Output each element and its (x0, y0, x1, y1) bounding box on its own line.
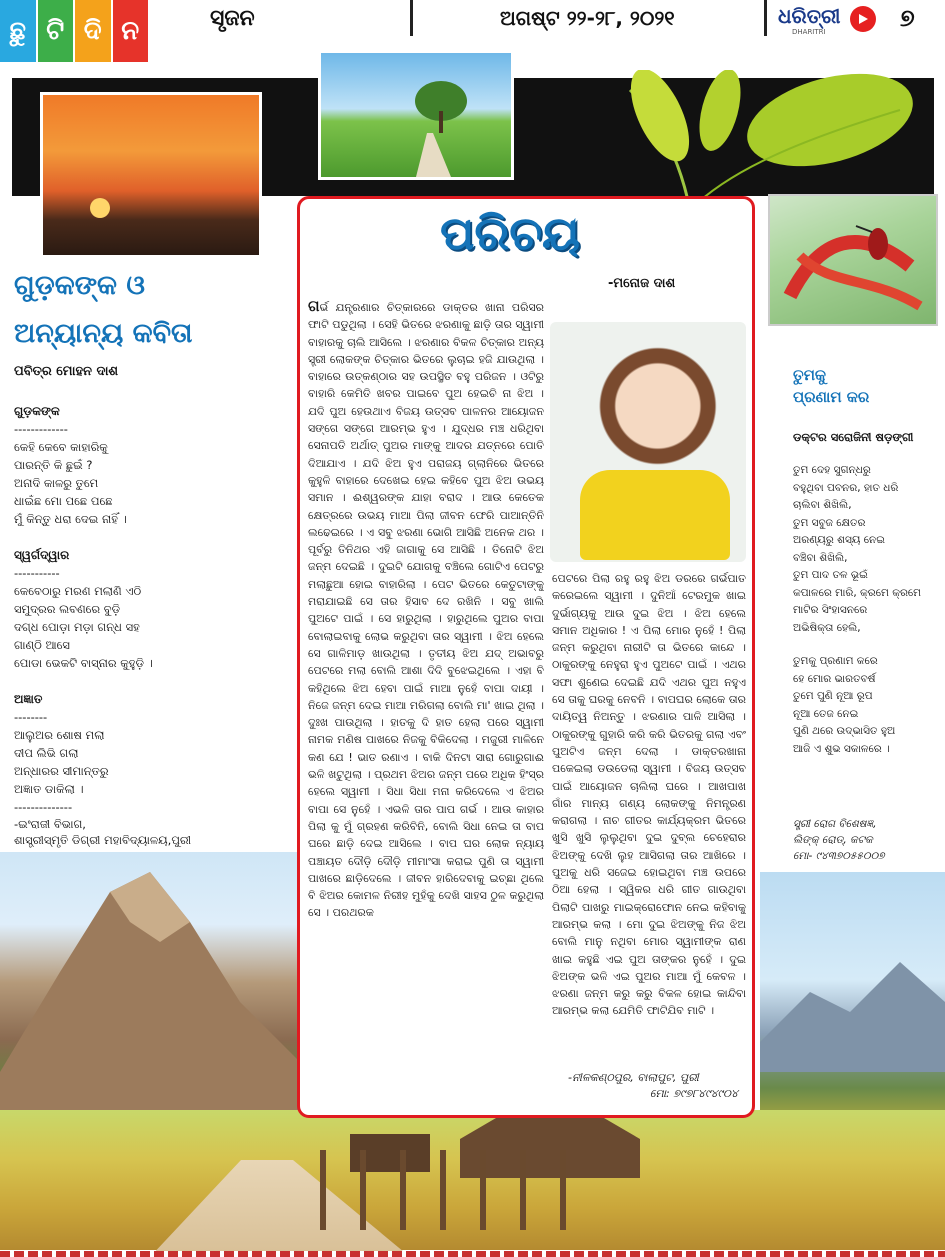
poem-line: କେହି କେବେ କାହାରିକୁ (14, 440, 108, 454)
poem-heading: ସ୍ୱର୍ଗଦ୍ୱାର (14, 548, 70, 562)
poem-line: ଧାଇଁଛ ମୋ ପଛେ ପଛେ (14, 494, 113, 508)
poem-line: ବହୁଥିବା ପବନର, ହାତ ଧରି (793, 481, 899, 494)
article-column-1 (308, 298, 544, 1106)
poem-heading: ଅଜ୍ଞାତ (14, 692, 43, 706)
poem-line: ତୁମେ ପୁଣି ନୂଆ ରୂପ (793, 690, 873, 702)
left-title-line: ଅନ୍ୟାନ୍ୟ କବିତା (14, 318, 193, 349)
poem-line: ଦଗ୍ଧ ପୋଡ଼ା ମଡ଼ା ଗନ୍ଧ ସହ (14, 620, 140, 634)
left-poet-name: ପବିତ୍ର ମୋହନ ଦାଶ (14, 364, 119, 379)
right-poet-name: ଡକ୍ଟର ସରୋଜିନୀ ଷଡ଼ଙ୍ଗୀ (793, 430, 914, 444)
poem-line: ତୁମ ପାଦ ତଳ ଭୂଇଁ (793, 569, 868, 581)
poem-rule: -------------- (14, 800, 73, 814)
credit-line: ସ୍ତ୍ରୀ ରୋଗ ବିଶେଷଜ୍ଞ, (793, 818, 877, 830)
poem-line: ହେ ମୋର ଭାରତବର୍ଷ (793, 672, 876, 685)
poem-line: ତୁମ ଦେହ ସୁଗନ୍ଧରୁ (793, 464, 871, 476)
drop-cap: ଗ (308, 298, 320, 315)
issue-date: ଅଗଷ୍ଟ ୨୨-୨୮, ୨୦୨୧ (500, 6, 675, 30)
poem-line: ମୁଁ କିନ୍ତୁ ଧରା ଦେଇ ନାହିଁ । (14, 512, 127, 526)
play-icon (850, 6, 876, 32)
countryside-photo (318, 50, 514, 180)
poem-line: ଗାଣ୍ଠି ଆସେ (14, 638, 70, 652)
article-title: ପରିଚୟ (440, 206, 580, 260)
brand-subtitle: DHARITRI (792, 28, 826, 36)
header-divider (410, 0, 413, 36)
poem-line: ତୁମ ସବୁଜ କ୍ଷେତର (793, 516, 866, 529)
poem-line: ପାରନ୍ତି କି ଛୁଇଁ ? (14, 458, 93, 472)
poem-line: ଆଜି ଏ ଶୁଭ ସକାଳରେ । (793, 742, 890, 755)
credit-line: ଲିଙ୍କ୍ ରୋଡ୍, କଟକ (793, 834, 873, 846)
masthead-letter: ଦି (75, 0, 113, 62)
masthead (0, 0, 150, 62)
right-title-line: ତୁମକୁ (793, 366, 827, 384)
article-credit (568, 1070, 748, 1102)
bottom-border (0, 1251, 945, 1257)
article-place: -ନୀଳକଣ୍ଠପୁର, ବାଲାପୁଟ, ପୁରୀ (568, 1071, 699, 1084)
right-poem-body (793, 462, 938, 758)
left-poem-title (14, 262, 284, 358)
header-divider (764, 0, 767, 36)
article-text: ର୍ଭ ଯନ୍ତ୍ରଣାର ଚିତ୍କାରରେ ଡାକ୍ତର ଖାନା ପରିସର ଫାଟି ପଡୁଥିଲା । ସେହି ଭିତରେ ଝରଣାକୁ ଛାଡ଼ି ତାର ସ୍ୱାମୀ ବାହାରକୁ ଚାଲି ଆସିଲେ । ଝରଣାର ବିକଳ ଚିତ୍କାର ଅନ୍ୟ ସ୍ତ୍ରୀ ଲୋକଙ୍କ ଚିତ୍କାର ଭିତରେ ଲୁଚାଇ ହଜି ଯାଉଥିଲା । ବାହାରେ ଉତ୍କଣ୍ଠାର ସହ ଉପସ୍ଥିତ ବହୁ ପରିଜନ । ଓଟିରୁ ବାହାରି କେମିତି ଖବର ପାଇବେ ପୁଅ ହେଇଚି ନା ଝିଅ । ଯଦି ପୁଅ ହେଉଥାଏ ବିଜୟ ଉତ୍ସବ ପାଳନର ଆୟୋଜନ ସଙ୍ଗେ ସଙ୍ଗେ ଆରମ୍ଭ ହୁଏ । ଯୁଦ୍ଧର ମଞ୍ଚ ଧରିଥିବା ସେନାପତି ଅର୍ଥାତ୍ ପୁଅର ମାଙ୍କୁ ଆଦର ଯତ୍ନରେ ପୋତି ଦିଆଯାଏ । ଯଦି ଝିଅ ହୁଏ ପରାଜୟ ଗ୍ଲାନିରେ ଭିତରେ କୁହୁଳି ବାହାରେ ଦେଖେଇ ହେଇ କହିବେ ପୁଅ ଝିଅ ଉଭୟ ସମାନ । ଈଶ୍ୱରଙ୍କ ଯାହା ବରାଦ । ଆଉ କେତେକ କ୍ଷେତ୍ରରେ ଉଭୟ ମାଆ ପିଲା ଜୀବନ ଫେରି ପାଆନ୍ତିନି ଲଢେଇରେ । ଏ ସବୁ ଝରଣା ଭୋଗି ଆସିଛି ଅନେକ ଥର । ପୂର୍ବରୁ ତିନିଥର ଏହି ଜାଗାକୁ ସେ ଆସିଛି । ତିନୋଟି ଝିଅ ଜନ୍ମ ଦେଇଛି । ଦୁଇଟି ଯୋଗକୁ ବଞ୍ଚିଲେ ଗୋଟିଏ ପେଟରୁ ମଲାଛୁଆ ହୋଇ ବାହାରିଲା । ପେଟ ଭିତରେ କେତୁଟାଙ୍କୁ ମରାଯାଇଛି ସେ ତାର ହିସାବ ଦେ ରଖିନି । ସବୁ ଖାଲି ପୁଅଟେ ପାଇଁ । ସେ ହାରୁଥିଲା । ହାରୁଥିଲେ ପୁଅର ବାପା ବୋଲାଇବାକୁ ଲୋଭ କରୁଥିବା ତାର ସ୍ୱାମୀ । ଝିଅ ହେଲେ ସେ ଗାଳିମାଡ଼ ଖାଉଥିଲା । ତୃତୀୟ ଝିଅ ଯଦ୍ ଅଭାବରୁ ପେଟରେ ମଲା ବୋଲି ଆଶା ଦିଦି ବୁଝେଇଥିଲେ । ଏହା ବି କହିଥିଲେ ଝିଅ ହେବା ପାଇଁ ମାଆ ନୁହେଁ ବାପା ଦାୟୀ । ନିଜେ ଜନ୍ମ ଦେଇ ମାଆ ମରିଗଲା ବୋଲି ମା' ଖାଇ ଥିଲା । ଦୁଃଖ ପାଉଥିଲା । ହାତକୁ ଦି ହାତ ହେଲା ପରେ ସ୍ୱାମୀ ନାମକ ମଣିଷ ପାଖରେ ନିଜକୁ ବିକିଦେଲା । ମଜୁରୀ ମାଳିନେ କଣ ଯେ ! ଭାତ ରଣାଏ । ବାକି ଦିନଟା ସାରା ଗୋରୁଗାଈ ଭଳି ଖଟୁଥିଲା । ପ୍ରଥମ ଝିଅର ଜନ୍ମ ପରେ ଅଧିକ ହିଂସ୍ର ହେଲେ ସ୍ୱାମୀ । ସିଧା ସିଧା ମନା କରିଦେଲେ ଏ ଝିଅର ବାପା ସେ ନୁହେଁ । ଏଭଳି ତାର ପାପ ଗର୍ଭ । ଆଉ କାହାର ପିଲା କୁ ମୁଁ ଗ୍ରହଣ କରିବିନି, ବୋଲି ସିଧା ନେଇ ତା ବାପ ଘରେ ଛାଡ଼ି ଦେଇ ଆସିଲେ । ବାପ ଘର ଲୋକ ନ୍ୟାୟ ପଞ୍ଚାୟତ ଦୌଡ଼ି ଦୌଡ଼ି ମୀମାଂସା କରାଇ ପୁଣି ତା ସ୍ୱାମୀ ପାଖରେ ଛାଡ଼ିଦେଲେ । ଜୀବନ ହାରିଦେବାକୁ ଇଚ୍ଛା ଥିଲେ ବି ଝିଅର କୋମଳ ନିରୀହ ମୁହଁକୁ ଦେଖି ସାହସ ଠୁଳ କରୁଥିଲା ସେ । ପରଥରକ (308, 301, 544, 920)
poem-line: କପାଳରେ ମାରି, କ୍ରମେ କ୍ରମେ (793, 586, 922, 599)
poem-swargadwara (14, 546, 284, 672)
right-title-line: ପ୍ରଣାମ କର (793, 388, 870, 406)
poem-rule: -------- (14, 710, 48, 724)
poem-line: ପୋଡା ଭେକଟି ବାସ୍ନାର କୁହୁଡ଼ି । (14, 656, 153, 670)
baby-shirt (580, 470, 730, 560)
poem-line: ସମୁଦ୍ରର ଲବଣରେ ବୁଡ଼ି (14, 602, 121, 616)
credit-line: ଶାସ୍ତ୍ରୀସ୍ମୃତି ଡିଗ୍ରୀ ମହାବିଦ୍ୟାଳୟ,ପୁରୀ (14, 833, 192, 847)
credit-line: ମୋ- ୯୪୩୭୦୫୫୦୦୭ (793, 850, 885, 862)
poem-line: ଅଭିଷିକ୍ତା ହେଲି, (793, 621, 861, 634)
poem-rule: ------------- (14, 422, 68, 436)
poem-heading: ଗୁଡ଼କଙ୍କ (14, 404, 60, 418)
masthead-letter: ଛୁ (0, 0, 38, 62)
masthead-letter: ନ (113, 0, 151, 62)
leaves-graphic (600, 70, 930, 210)
right-poet-credit (793, 816, 938, 864)
poem-line: ଅନାଦି କାଳରୁ ତୁମେ (14, 476, 99, 490)
brand-logo: ଧରିତ୍ରୀ (778, 4, 841, 28)
right-poem-title (793, 364, 933, 408)
article-column-2 (552, 570, 746, 1070)
mountain-photo (0, 852, 300, 1142)
mountain-photo-right (760, 872, 945, 1142)
poem-line: କେବେଠାରୁ ମରଣ ମଲାଣି ଏଠି (14, 584, 142, 598)
poem-agyata (14, 690, 284, 816)
section-title: ସୃଜନ (210, 6, 255, 31)
masthead-letter: ଟି (38, 0, 76, 62)
poem-rule: ----------- (14, 566, 60, 580)
stanza-gap (793, 637, 938, 653)
poem-line: ପୁଣି ଥରେ ଉଦ୍ଭାସିତ ହୁଅ (793, 725, 896, 737)
wooden-fence (320, 1150, 580, 1230)
poem-line: ନୂଆ ତେଜ ନେଇ (793, 707, 859, 720)
left-title-line: ଗୁଡ଼କଙ୍କ ଓ (14, 270, 146, 301)
poem-line: ଅରଣ୍ୟରୁ ଶସ୍ୟ ନେଇ (793, 534, 886, 546)
poem-line: ଚାଲିବା ଶିଖିଲି, (793, 499, 852, 511)
poem-line: ଆଲୁଅର ଶୋଷ ମଲା (14, 728, 105, 742)
poem-line: ମାଟିର ସିଂହାସନରେ (793, 604, 868, 616)
article-phone: ମୋ: ୭୯୭୮୪୯୪୯୦୪ (649, 1087, 738, 1100)
article-author: -ମନୋଜ ଦାଶ (608, 276, 676, 291)
page-number: ୭ (900, 4, 915, 32)
poem-line: ଅନ୍ଧାରର ସୀମାନ୍ତରୁ (14, 764, 109, 778)
article-text: ପେଟରେ ପିଲା ରହୁ ରହୁ ଝିଅ ଡରରେ ଗର୍ଭପାତ କରେଇଲେ ସ୍ୱାମୀ । ଦୁନିଆଁ ଟେରମୁକ ଖାଇ ଦୁର୍ଭାଗ୍ୟକୁ ଆଉ ଦୁଇ ଝିଅ । ଝିଅ ହେଲେ ସମାନ ଅଧିକାର ! ଏ ପିଲା ମୋର ନୁହେଁ ! ପିଲା ଜନ୍ମ କରୁଥିବା ନାରୀଟି ତା ଭିତରେ କାନ୍ଦେ । ଠାକୁରଙ୍କୁ ନେହୁରା ହୁଏ ପୁଅଟେ ପାଇଁ । ଏଥର ସଫା ଶୁଣେଇ ଦେଇଛି ଯଦି ଏଥର ପୁଅ ନହୁଏ ସେ ତାକୁ ଘରକୁ ନେବନି । ବାପଘର ଲୋକେ ତାର ଦାୟିତ୍ୱ ନିଅନ୍ତୁ । ଝରଣାର ପାଳି ଆସିଲା । ଠାକୁରଙ୍କୁ ଗୁହାରି କରି କରି ଭିତରକୁ ଗଲା ଏବଂ ପୁଅଟିଏ ଜନ୍ମ ଦେଲା । ଡାକ୍ତରଖାନା ପକେଇଲା ଡଉଡେଲା ସ୍ୱାମୀ । ବିଜୟ ଉତ୍ସବ ପାଇଁ ଆୟୋଜନ ଚାଲିଲା ଘରେ । ଆଖପାଖ ଗାଁର ମାନ୍ୟ ଗଣ୍ୟ ଲୋକଙ୍କୁ ନିମନ୍ତ୍ରଣ କରାଗଲା । ନାଚ ଗୀତର କାର୍ଯ୍ୟକ୍ରମ ଭିତରେ ଖୁସି ଖୁସି ଲୁଲୁଥିବା ଦୁଇ ଦୁବ୍ଲ ଚେହେରାର ଝିଅଙ୍କୁ ଦେଖି ଲୁହ ଆସିଗଲା ତାର ଆଖିରେ । ପୁଅକୁ ଧରି ସଜେଇ ହୋଇଥିବା ମଞ୍ଚ ଉପରେ ଠିଆ ହେଲା । ସ୍ୱିକର ଧରି ଗୀତ ଗାଉଥିବା ପିଲାଟି ପାଖରୁ ମାଇକ୍ରୋଫୋନ ନେଇ କହିବାକୁ ଆରମ୍ଭ କଲା । ମୋ ଦୁଇ ଝିଅଙ୍କୁ ନିଜ ଝିଅ ବୋଲି ମାନୁ ନଥିବା ମୋର ସ୍ୱାମୀଙ୍କ ରାଣ ଖାଇ କହୁଛି ଏଇ ପୁଅ ତାଙ୍କର ନୁହେଁ । ଦୁଇ ଝିଅଙ୍କ ଭଳି ଏଇ ପୁଅର ମାଆ ମୁଁ କେବଳ । ଝରଣା ଜନ୍ମ କରୁ କରୁ ବିକଳ ହୋଇ କାନ୍ଦିବା ଆରମ୍ଭ କଲା ଯେମିତି ଫାଟିଯିବ ମାଟି । (552, 572, 746, 1018)
poem-line: ତୁମକୁ ପ୍ରଣାମ କରେ (793, 655, 878, 667)
bird-photo (768, 194, 938, 326)
poem-gudakanka (14, 402, 284, 528)
poem-line: ବଞ୍ଚିବା ଶିଖିଲି, (793, 551, 848, 564)
poem-line: ଦୀପ ଲିଭି ଗଲା (14, 746, 79, 760)
credit-line: -ଇଂରାଜୀ ବିଭାଗ, (14, 817, 86, 831)
sun-graphic (90, 198, 110, 218)
sunset-photo (40, 92, 262, 258)
poem-line: ଅଜ୍ଞାତ ଡାକିଲା । (14, 782, 84, 796)
